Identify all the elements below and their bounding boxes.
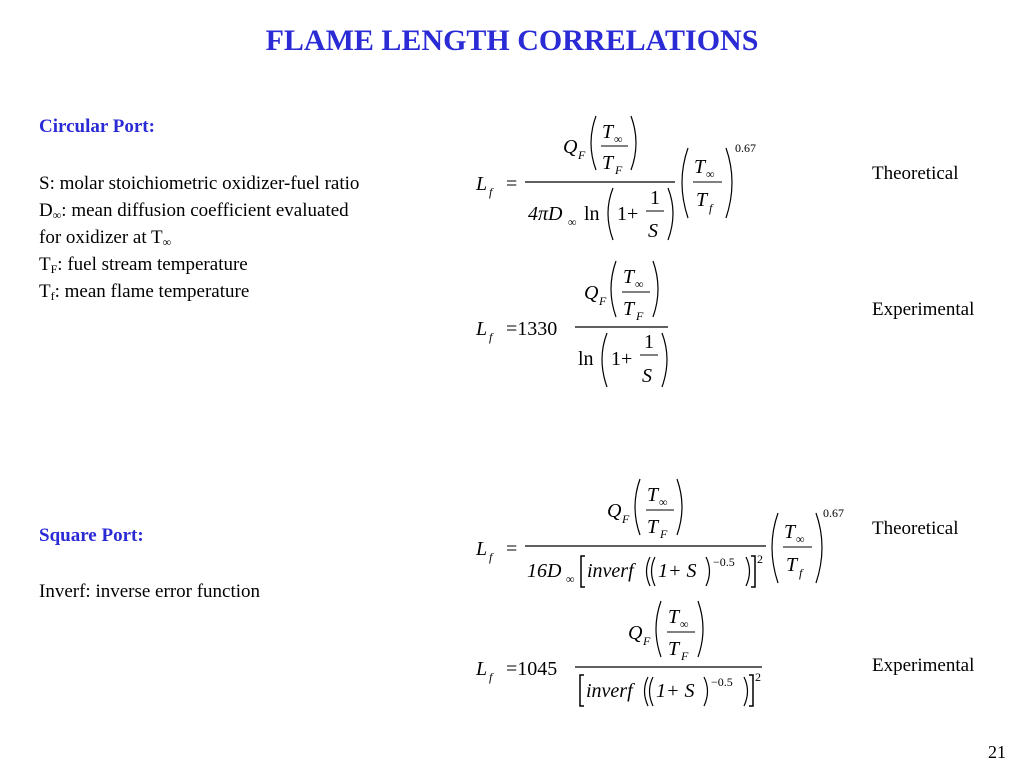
svg-text:F: F [615,163,623,177]
svg-text:inverf: inverf [587,560,634,582]
svg-text:Q: Q [607,500,622,522]
page-number: 21 [988,742,1006,762]
circular-port-heading: Circular Port: [39,116,155,137]
q-symbol: Q [563,136,578,158]
equals-sign: = [506,173,518,195]
svg-text:0.67: 0.67 [823,506,844,520]
def-tflame: $T_f$: mean flame temperature [39,281,250,303]
svg-text:16D: 16D [527,560,562,582]
slide-title: FLAME LENGTH CORRELATIONS [265,24,759,57]
equation-circular-theoretical [470,108,770,248]
svg-text:T: T [668,638,680,660]
svg-text:1: 1 [644,331,654,353]
square-port-definitions [39,578,439,605]
svg-text:2: 2 [757,552,763,566]
exponent: 0.67 [735,141,756,155]
label-square-theoretical: Theoretical [872,518,959,539]
coefficient: =1330 [506,318,558,340]
svg-text:T: T [647,484,659,506]
svg-text:1+: 1+ [611,348,633,370]
svg-text:f: f [709,201,713,215]
svg-text:L: L [476,658,488,680]
svg-text:ln: ln [584,203,600,225]
label-circular-experimental: Experimental [872,299,975,320]
square-port-heading: Square Port: [39,525,144,546]
svg-text:Q: Q [628,622,643,644]
svg-text:∞: ∞ [706,167,715,181]
paren-right [631,116,636,170]
svg-text:T: T [602,121,614,143]
label-circular-theoretical: Theoretical [872,163,959,184]
svg-text:∞: ∞ [659,495,668,509]
def-d: $D_\infty$: mean diffusion coefficient evaluated [39,200,349,222]
svg-text:F: F [599,294,607,308]
lhs-sub: f [489,185,493,199]
svg-text:F: F [636,309,644,323]
svg-text:T: T [623,298,635,320]
def-s: S: molar stoichiometric oxidizer-fuel ratio [39,173,360,194]
svg-text:inverf: inverf [586,680,633,702]
svg-text:4πD: 4πD [528,203,563,225]
svg-text:∞: ∞ [614,132,623,146]
paren-left [591,116,596,170]
circular-port-definitions [39,170,439,305]
svg-text:∞: ∞ [635,277,644,291]
svg-text:−0.5: −0.5 [711,675,733,689]
svg-text:S: S [642,365,652,387]
svg-text:f: f [489,330,493,344]
svg-text:T: T [784,521,796,543]
svg-text:=: = [506,538,518,560]
svg-text:∞: ∞ [796,532,805,546]
svg-text:=1045: =1045 [506,658,558,680]
label-square-experimental: Experimental [872,655,975,676]
svg-text:1+: 1+ [617,203,639,225]
svg-text:ln: ln [578,348,594,370]
svg-text:S: S [648,220,658,242]
svg-text:f: f [489,670,493,684]
equation-square-theoretical [470,473,860,598]
svg-text:∞: ∞ [680,617,689,631]
equation-square-experimental [470,595,770,720]
svg-text:1: 1 [650,187,660,209]
svg-text:T: T [696,189,708,211]
equation-circular-experimental [470,255,690,395]
svg-text:L: L [476,538,488,560]
svg-text:L: L [476,318,488,340]
svg-text:F: F [681,649,689,663]
svg-text:F: F [578,148,586,162]
svg-text:∞: ∞ [568,215,577,229]
svg-text:Q: Q [584,282,599,304]
svg-text:−0.5: −0.5 [713,555,735,569]
svg-text:f: f [799,566,803,580]
svg-text:T: T [623,266,635,288]
def-tf: $T_F$: fuel stream temperature [39,254,248,276]
def-inverf: Inverf: inverse error function [39,581,261,602]
svg-text:2: 2 [755,670,761,684]
svg-text:F: F [643,634,651,648]
svg-text:T: T [668,606,680,628]
svg-text:F: F [660,527,668,541]
svg-text:∞: ∞ [566,572,575,586]
svg-text:1+ S: 1+ S [658,560,697,582]
svg-text:T: T [786,554,798,576]
svg-text:T: T [602,152,614,174]
svg-text:f: f [489,550,493,564]
def-d-continued: for oxidizer at $T_\infty$ [39,227,172,249]
svg-text:1+ S: 1+ S [656,680,695,702]
lhs-L: L [476,173,488,195]
svg-text:T: T [647,516,659,538]
svg-text:T: T [694,156,706,178]
svg-text:F: F [622,512,630,526]
